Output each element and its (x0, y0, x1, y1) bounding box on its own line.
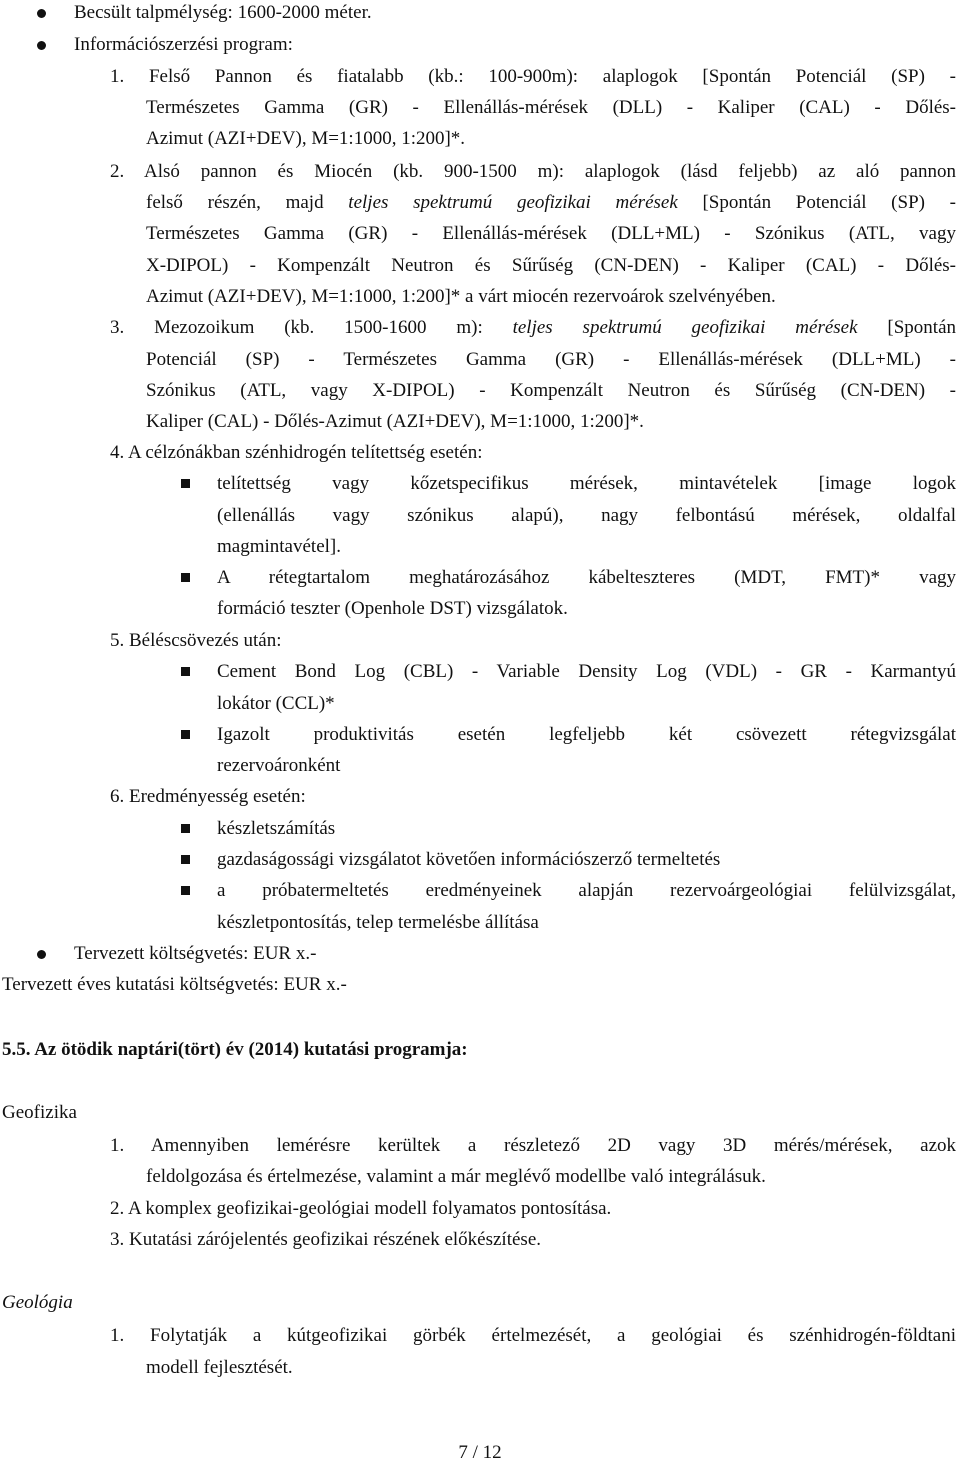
item5-heading: 5. Béléscsövezés után: (110, 630, 282, 651)
item2-line3: Természetes Gamma (GR) - Ellenállás-mérések (DLL+ML) - Szónikus (ATL, vagy (146, 223, 956, 244)
program-label: Információszerzési program: (74, 34, 293, 55)
item6-heading: 6. Eredményesség esetén: (110, 786, 306, 807)
budget-text: Tervezett költségvetés: EUR x.- (74, 943, 317, 964)
item3-line2: Potenciál (SP) - Természetes Gamma (GR) - Ellenállás-mérések (DLL+ML) - (146, 349, 956, 370)
item1-line2: Természetes Gamma (GR) - Ellenállás-mérések (DLL) - Kaliper (CAL) - Dőlés- (146, 97, 956, 118)
geofizika-item1-line1: 1. Amennyiben lemérésre kerültek a részletező 2D vagy 3D mérés/mérések, azok (110, 1135, 956, 1156)
geofizika-item2: 2. A komplex geofizikai-geológiai modell folyamatos pontosítása. (110, 1198, 612, 1219)
bullet-icon (37, 950, 46, 959)
item4-bullet2-line1: A rétegtartalom meghatározásához kábelteszteres (MDT, FMT)* vagy (217, 567, 956, 588)
page-number: 7 / 12 (458, 1442, 502, 1463)
item2-line4: X-DIPOL) - Kompenzált Neutron és Sűrűség (CN-DEN) - Kaliper (CAL) - Dőlés- (146, 255, 956, 276)
item5-bullet1-line1: Cement Bond Log (CBL) - Variable Density Log (VDL) - GR - Karmantyú (217, 661, 956, 682)
bullet-icon (37, 9, 46, 18)
square-bullet-icon (181, 573, 190, 582)
item6-bullet3-line2: készletpontosítás, telep termelésbe állítása (217, 912, 539, 933)
geofizika-item3: 3. Kutatási zárójelentés geofizikai részének előkészítése. (110, 1229, 541, 1250)
item4-bullet1-line2: (ellenállás vagy szónikus alapú), nagy felbontású mérések, oldalfal (217, 505, 956, 526)
item6-bullet1: készletszámítás (217, 818, 336, 839)
item3-line1: 3. Mezozoikum (kb. 1500-1600 m): teljes spektrumú geofizikai mérések [Spontán (110, 317, 957, 338)
item2-line5: Azimut (AZI+DEV), M=1:1000, 1:200]* a várt miocén rezervoárok szelvényében. (146, 286, 776, 307)
geologia-item1-line2: modell fejlesztését. (146, 1357, 293, 1378)
square-bullet-icon (181, 667, 190, 676)
square-bullet-icon (181, 886, 190, 895)
item2-line2: felső részén, majd teljes spektrumú geofizikai mérések [Spontán Potenciál (SP) - (146, 192, 956, 213)
square-bullet-icon (181, 824, 190, 833)
item2-line1: 2. Alsó pannon és Miocén (kb. 900-1500 m): alaplogok (lásd feljebb) az aló pannon (110, 161, 956, 182)
square-bullet-icon (181, 855, 190, 864)
bullet-icon (37, 41, 46, 50)
item1-line1: 1. Felső Pannon és fiatalabb (kb.: 100-900m): alaplogok [Spontán Potenciál (SP) - (110, 66, 956, 87)
square-bullet-icon (181, 479, 190, 488)
item3-line4: Kaliper (CAL) - Dőlés-Azimut (AZI+DEV), M=1:1000, 1:200]*. (146, 411, 644, 432)
item4-bullet1-line3: magmintavétel]. (217, 536, 341, 557)
item1-line3: Azimut (AZI+DEV), M=1:1000, 1:200]*. (146, 128, 466, 149)
geofizika-item1-line2: feldolgozása és értelmezése, valamint a már meglévő modellbe való integrálásuk. (146, 1166, 766, 1187)
item6-bullet3-line1: a próbatermeltetés eredményeinek alapján rezervoárgeológiai felülvizsgálat, (217, 880, 956, 901)
yearly-budget-text: Tervezett éves kutatási költségvetés: EUR x.- (2, 974, 347, 995)
item5-bullet1-line2: lokátor (CCL)* (217, 693, 335, 714)
item6-bullet2: gazdaságossági vizsgálatot követően információszerző termeltetés (217, 849, 721, 870)
square-bullet-icon (181, 730, 190, 739)
item5-bullet2-line2: rezervoáronként (217, 755, 341, 776)
item4-bullet1-line1: telítettség vagy kőzetspecifikus mérések, mintavételek [image logok (217, 473, 956, 494)
geologia-item1-line1: 1. Folytatják a kútgeofizikai görbék értelmezését, a geológiai és szénhidrogén-földtani (110, 1325, 956, 1346)
item3-line3: Szónikus (ATL, vagy X-DIPOL) - Kompenzált Neutron és Sűrűség (CN-DEN) - (146, 380, 956, 401)
geologia-heading: Geológia (2, 1292, 73, 1313)
section-title: 5.5. Az ötödik naptári(tört) év (2014) kutatási programja: (2, 1039, 468, 1060)
item4-bullet2-line2: formáció teszter (Openhole DST) vizsgálatok. (217, 598, 568, 619)
geofizika-heading: Geofizika (2, 1102, 77, 1123)
item4-heading: 4. A célzónákban szénhidrogén telítettség esetén: (110, 442, 483, 463)
item5-bullet2-line1: Igazolt produktivitás esetén legfeljebb két csövezett rétegvizsgálat (217, 724, 956, 745)
depth-text: Becsült talpmélység: 1600-2000 méter. (74, 2, 372, 23)
